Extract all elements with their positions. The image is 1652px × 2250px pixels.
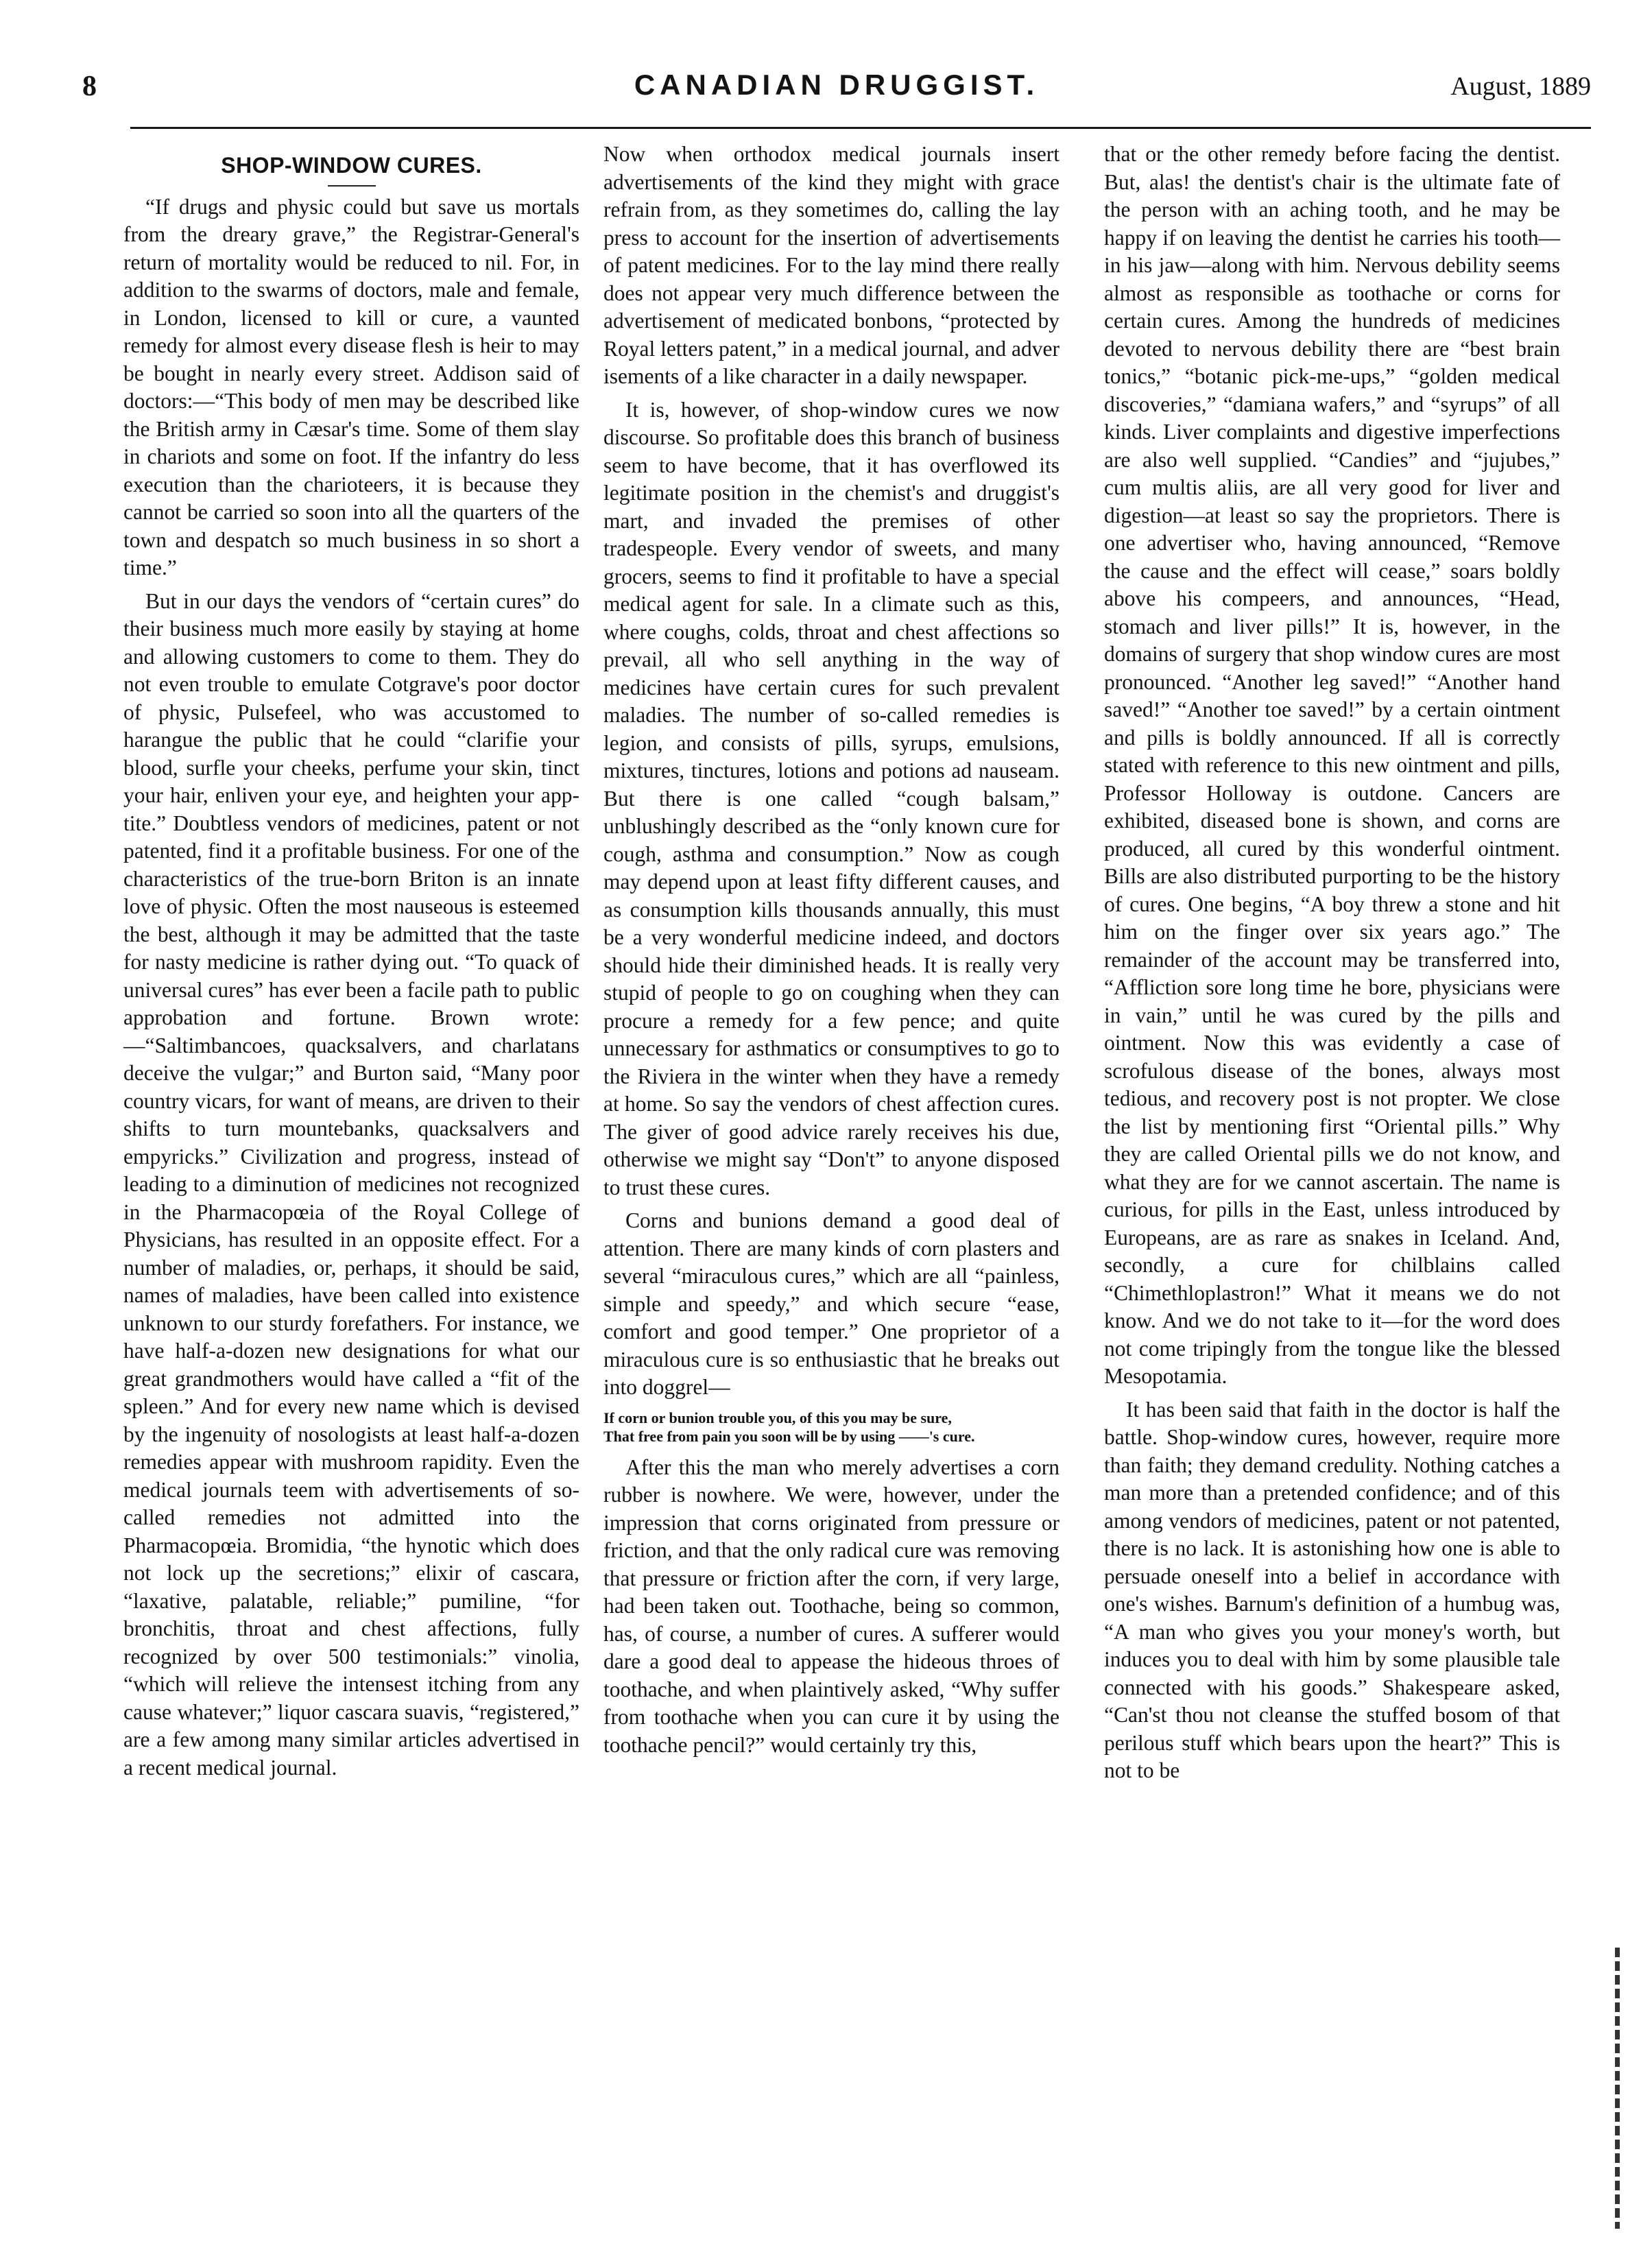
paragraph: that or the other remedy before facing the dentist. But, alas! the dentist's chair is the ultimate fate of the person with an aching tooth, and he may be happy if on leaving the dentist he carries his tooth—in his jaw—along with him. Nervous debility seems almost as responsible as toothache or corns for certain cures. Among the hundreds of medicines devoted to nervous debility there are “best brain tonics,” “botanic pick-me-ups,” “golden medical discoveries,” “damiana wafers,” and “syrups” of all kinds. Liver complaints and digestive imperfections are also well supplied. “Candies” and “jujubes,” cum multis aliis, are all very good for liver and digestion—at least so say the proprietors. There is one advertiser who, having announced, “Remove the cause and the effect will cease,” soars boldly above his compeers, and announces, “Head, stomach and liver pills!” It is, however, in the domains of surgery that shop window cures are most pronounced. “Another leg saved!” “Another hand saved!” “Another toe saved!” by a certain ointment and pills is boldly announced. If all is correctly stated with reference to this new ointment and pills, Professor Holloway is outdone. Cancers are exhibited, diseased bone is shown, and corns are produced, all cured by this wonderful ointment. Bills are also distributed purporting to be the history of cures. One begins, “A boy threw a stone and hit him on the finger over six years ago.” The remainder of the account may be transferred into, “Affliction sore long time he bore, physicians were in vain,” until he was cured by the pills and ointment. Now this was evidently a case of scrofulous disease of the bones, always most tedious, and recovery post is not propter. We close the list by mentioning first “Oriental pills.” Why they are called Oriental pills we do not know, and what they are for we cannot ascertain. The name is curious, for pills in the East, unless introduced by Europeans, are as rare as snakes in Iceland. And, secondly, a cure for chilblains called “Chimethloplastron!” What it means we do not know. And we do not take to it—for the word does not come tripingly from the tongue like the blessed Mesopotamia.	[1104, 142, 1560, 1388]
column-1	[123, 141, 579, 1782]
header-rule	[130, 127, 1591, 129]
column-3	[1104, 141, 1560, 1785]
paragraph: But in our days the vendors of “certain cures” do their business much more easily by staying at home and allowing customers to come to them. They do not even trouble to emulate Cotgrave's poor doctor of physic, Pulsefeel, who was accustomed to harangue the public that he could “clarifie your blood, surfle your cheeks, perfume your skin, tinct your hair, enliven your eye, and heighten your app-tite.” Doubtless vendors of medicines, patent or not patented, find it a profitable business. For one of the characteristics of the true-born Briton is an innate love of physic. Often the most nauseous is esteemed the best, although it may be admitted that the taste for nasty medicine is rather dying out. “To quack of universal cures” has ever been a facile path to public approbation and fortune. Brown wrote:—“Saltimbancoes, quacksalvers, and charlatans deceive the vulgar;” and Burton said, “Many poor country vicars, for want of means, are driven to their shifts to turn mountebanks, quacksalvers and empyricks.” Civilization and progress, instead of leading to a diminution of medicines not recognized in the Pharmacopœia of the Royal College of Physicians, has resulted in an opposite effect. For a number of maladies, or, perhaps, it should be said, names of maladies, have been called into existence unknown to our sturdy forefathers. For instance, we have half-a-dozen new designations for what our great grandmothers would have called a “fit of the spleen.” And for every new name which is devised by the ingenuity of nosologists at least half-a-dozen remedies appear with mushroom rapidity. Even the medical journals teem with advertisements of so-called remedies not admitted into the Pharmacopœia. Bromidia, “the hynotic which does not lock up the secretions;” elixir of cascara, “laxative, palatable, reliable;” pumiline, “for bronchitis, throat and chest affections, fully recognized by over 500 testimonials:” vinolia, “which will relieve the intensest itching from any cause whatever;” liquor cascara suavis, “registered,” are a few among many similar articles advertised in a recent medical journal.	[123, 588, 579, 1780]
page-header	[82, 69, 1591, 110]
paragraph: After this the man who merely advertises a corn rubber is nowhere. We were, however, under the impression that corns originated from pressure or friction, and that the only radical cure was removing that pressure or friction after the corn, if very large, had been taken out. Toothache, being so common, has, of course, a number of cures. A sufferer would dare a good deal to appease the hideous throes of toothache, and when plaintively asked, “Why suffer from toothache when you can cure it by using the toothache pencil?” would certainly try this,	[603, 1455, 1060, 1757]
verse-line: If corn or bunion trouble you, of this you may be sure,	[603, 1409, 952, 1426]
article-title: SHOP-WINDOW CURES.	[221, 153, 482, 178]
paragraph: It is, however, of shop-window cures we now discourse. So profitable does this branch of business seem to have become, that it has overflowed its legitimate position in the chemist's and druggist's mart, and invaded the premises of other tradespeople. Every vendor of sweets, and many grocers, seems to find it profitable to have a special medical agent for sale. In a climate such as this, where coughs, colds, throat and chest affections so prevail, all who sell anything in the way of medicines have certain cures for such prevalent maladies. The number of so-called remedies is legion, and consists of pills, syrups, emulsions, mixtures, tinctures, lotions and potions ad nauseam. But there is one called “cough balsam,” unblushingly described as the “only known cure for cough, asthma and consumption.” Now as cough may depend upon at least fifty different causes, and as consumption kills thousands annually, this must be a very wonderful medicine indeed, and doctors should hide their diminished heads. It is really very stupid of people to go on coughing when they can procure a remedy for a few pence; and quite unnecessary for asthmatics or consumptives to go to the Riviera in the winter when they have a remedy at home. So say the vendors of chest affection cures. The giver of good advice rarely receives his due, otherwise we might say “Don't” to anyone disposed to trust these cures.	[603, 397, 1060, 1199]
paragraph: Now when orthodox medical journals insert advertisements of the kind they might with grace refrain from, as they sometimes do, calling the lay press to account for the insertion of advertisements of patent medicines. For to the lay mind there really does not appear very much difference between the advertisement of medicated bonbons, “protected by Royal letters patent,” in a medical journal, and adver isements of a like character in a daily newspaper.	[603, 142, 1060, 388]
margin-binding-mark	[1615, 1948, 1620, 2229]
verse-block	[603, 1409, 1060, 1446]
paragraph: “If drugs and physic could but save us mortals from the dreary grave,” the Registrar-General's return of mortality would be reduced to nil. For, in addition to the swarms of doctors, male and female, in London, licensed to kill or cure, a vaunted remedy for almost every disease flesh is heir to may be bought in nearly every street. Addison said of doctors:—“This body of men may be described like the British army in Cæsar's time. Some of them slay in chariots and some on foot. If the infantry do less execution than the charioteers, it is because they cannot be carried so soon into all the quarters of the town and despatch so much business in so short a time.”	[123, 194, 579, 579]
page-number: 8	[82, 71, 97, 102]
column-2	[603, 141, 1060, 1759]
paragraph: It has been said that faith in the doctor is half the battle. Shop-window cures, however, require more than faith; they demand credulity. Nothing catches a man more than a pretended confidence; and of this among vendors of medicines, patent or not patented, there is no lack. It is astonishing how one is able to persuade oneself into a belief in accordance with one's wishes. Barnum's definition of a humbug was, “A man who gives you your money's worth, but induces you to deal with him by some plausible tale connected with his goods.” Shakespeare asked, “Can'st thou not cleanse the stuffed bosom of that perilous stuff which bears upon the heart?” This is not to be	[1104, 1397, 1560, 1782]
journal-title: CANADIAN DRUGGIST.	[634, 69, 1040, 101]
title-divider	[328, 185, 376, 187]
paragraph: Corns and bunions demand a good deal of attention. There are many kinds of corn plasters and several “miraculous cures,” which are all “painless, simple and speedy,” and which secure “ease, comfort and good temper.” One proprietor of a miraculous cure is so enthusiastic that he breaks out into doggrel—	[603, 1208, 1060, 1399]
issue-date: August, 1889	[1450, 72, 1591, 101]
verse-line: That free from pain you soon will be by using ——'s cure.	[603, 1427, 975, 1445]
